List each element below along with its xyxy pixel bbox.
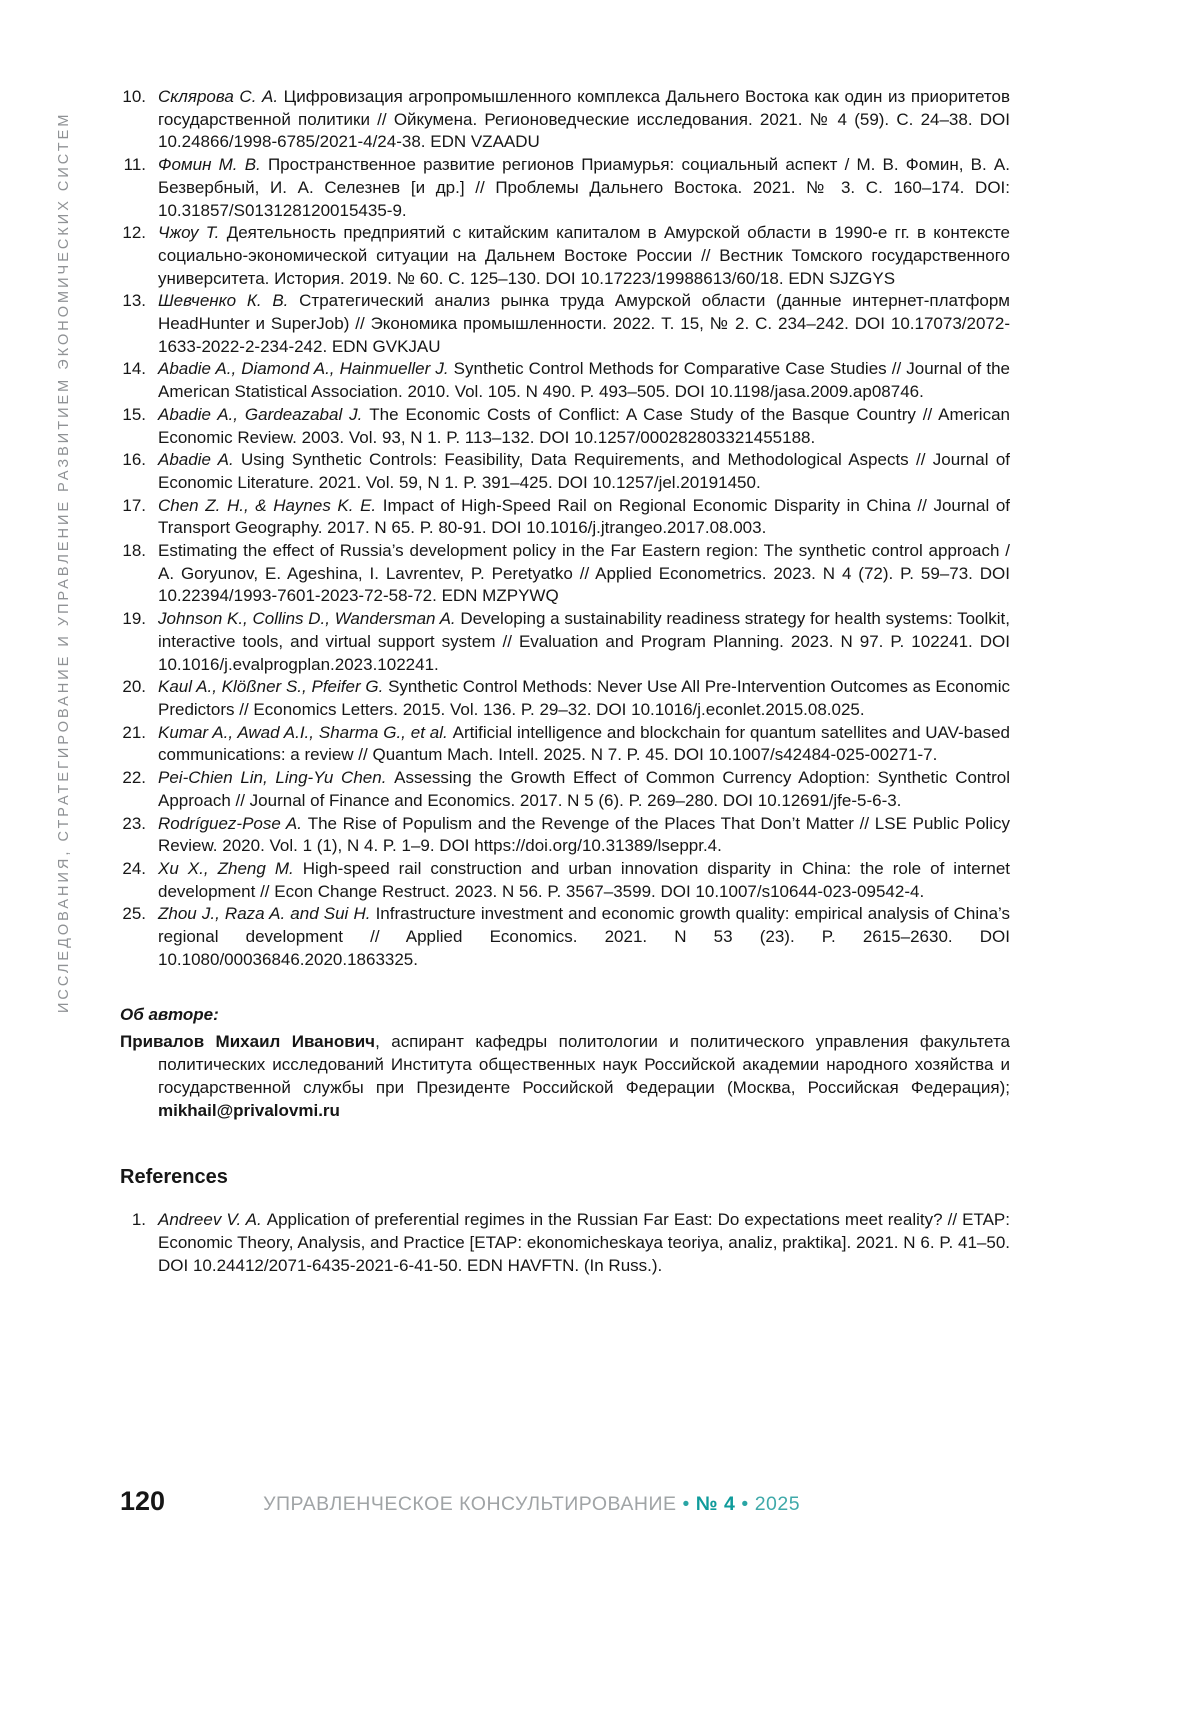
reference-body-text: Using Synthetic Controls: Feasibility, Data Requirements, and Methodological Aspects // Journal of Economic Literature. 2021. Vol. 59, N 1. P. 391–425. DOI 10.1257/jel.20191450. <box>158 450 1011 492</box>
reference-body-text: Цифровизация агропромышленного комплекса Дальнего Востока как один из приоритетов государственной политики // Ойкумена. Регионоведческие исследования. 2021. № 4 (59). С. 24–38. DOI 10.24866/1998-6785/2021-4/24-38. EDN VZAADU <box>158 87 1010 152</box>
reference-text <box>158 290 1010 358</box>
reference-number: 18. <box>122 541 146 561</box>
about-author-section <box>120 1005 1010 1122</box>
references-russian-list <box>120 86 1010 971</box>
reference-body-text: Стратегический анализ рынка труда Амурской области (данные интернет-платформ HeadHunter и SuperJob) // Экономика промышленности. 2022. Т. 15, № 2. С. 234–242. DOI 10.17073/2072-1633-2022-2-234-242. EDN GVKJAU <box>158 291 1010 356</box>
reference-item <box>120 722 1010 767</box>
page-footer <box>120 1486 1010 1517</box>
reference-text <box>158 858 1010 903</box>
reference-number: 14. <box>122 359 146 379</box>
reference-number: 13. <box>122 291 146 311</box>
reference-authors: Kaul A., Klößner S., Pfeifer G. <box>158 677 389 697</box>
reference-item <box>120 608 1010 676</box>
reference-item <box>120 767 1010 812</box>
reference-body-text: Synthetic Control Methods: Never Use All Pre-Intervention Outcomes as Economic Predictors // Economics Letters. 2015. Vol. 136. P. 29–32. DOI 10.1016/j.econlet.2015.08.025. <box>158 677 1010 719</box>
references-heading: References <box>120 1166 228 1189</box>
reference-body-text: High-speed rail construction and urban innovation disparity in China: the role of internet development // Econ Change Restruct. 2023. N 56. P. 3567–3599. DOI 10.1007/s10644-023-09542-4. <box>158 858 1011 901</box>
reference-item <box>120 222 1010 290</box>
reference-text <box>158 608 1010 676</box>
reference-item <box>120 1209 1010 1277</box>
reference-text <box>158 540 1010 608</box>
reference-authors: Pei-Chien Lin, Ling-Yu Chen. <box>158 768 395 788</box>
reference-item <box>120 449 1010 494</box>
reference-number: 1. <box>131 1210 146 1230</box>
reference-body-text: Impact of High-Speed Rail on Regional Economic Disparity in China // Journal of Transport Geography. 2017. N 65. P. 80-91. DOI 10.1016/j.jtrangeo.2017.08.003. <box>158 495 1011 538</box>
reference-authors: Abadie A., Diamond A., Hainmueller J. <box>158 359 454 379</box>
about-author-description: , аспирант кафедры политологии и политического управления факультета политических исследований Института общественных наук Российской академии народного хозяйства и государственной службы при Президенте Российской Федерации (Москва, Российская Федерация); <box>158 1032 1010 1098</box>
reference-item <box>120 154 1010 222</box>
reference-item <box>120 903 1010 971</box>
reference-item <box>120 540 1010 608</box>
reference-text <box>158 404 1010 449</box>
reference-authors: Rodríguez-Pose A. <box>158 813 308 833</box>
reference-body-text: Деятельность предприятий с китайским капиталом в Амурской области в 1990-е гг. в контексте социально-экономической ситуации на Дальнем Востоке России // Вестник Томского государственного университета. История. 2019. № 60. С. 125–130. DOI 10.17223/19988613/60/18. EDN SJZGYS <box>158 223 1010 288</box>
footer-separator-dot: • <box>741 1493 749 1515</box>
reference-text <box>158 767 1010 812</box>
reference-number: 10. <box>122 87 146 106</box>
reference-authors: Xu X., Zheng M. <box>158 858 303 878</box>
reference-text <box>158 903 1010 971</box>
reference-number: 19. <box>122 609 146 629</box>
reference-body-text: The Rise of Populism and the Revenge of the Places That Don’t Matter // LSE Public Policy Review. 2020. Vol. 1 (1), N 4. P. 1–9. DOI https://doi.org/10.31389/lseppr.4. <box>158 813 1010 856</box>
about-author-heading: Об авторе: <box>120 1005 219 1025</box>
reference-number: 16. <box>122 450 146 470</box>
about-author-name: Привалов Михаил Иванович <box>120 1032 376 1052</box>
reference-number: 15. <box>122 404 146 424</box>
reference-text <box>158 358 1010 403</box>
reference-number: 25. <box>122 904 146 924</box>
reference-text <box>158 86 1010 154</box>
reference-item <box>120 495 1010 540</box>
reference-authors: Чжоу Т. <box>158 223 227 243</box>
section-vertical-label: ИССЛЕДОВАНИЯ, СТРАТЕГИРОВАНИЕ И УПРАВЛЕНИЕ РАЗВИТИЕМ ЭКОНОМИЧЕСКИХ СИСТЕМ <box>56 111 72 1013</box>
reference-text <box>158 676 1010 721</box>
reference-authors: Склярова С. А. <box>158 87 284 106</box>
reference-body-text: Estimating the effect of Russia’s development policy in the Far Eastern region: The synthetic control approach / A. Goryunov, E. Ageshina, I. Lavrentev, P. Peretyatko // Applied Econometrics. 2023. N 4 (72). P. 59–73. DOI 10.22394/1993-7601-2023-72-58-72. EDN MZPYWQ <box>158 541 1010 606</box>
page-content <box>120 86 1010 1278</box>
reference-text <box>158 449 1010 494</box>
journal-year: 2025 <box>754 1493 801 1515</box>
about-author-text <box>120 1030 1010 1122</box>
reference-authors: Kumar A., Awad A.I., Sharma G., et al. <box>158 722 453 742</box>
reference-number: 23. <box>122 813 146 833</box>
reference-number: 21. <box>122 722 146 742</box>
reference-text <box>158 722 1010 767</box>
reference-number: 24. <box>122 858 146 878</box>
reference-authors: Abadie A. <box>158 450 241 470</box>
reference-authors: Abadie A., Gardeazabal J. <box>158 404 370 424</box>
reference-item <box>120 404 1010 449</box>
reference-authors: Шевченко К. В. <box>158 291 300 311</box>
reference-number: 12. <box>122 223 146 243</box>
reference-text <box>158 222 1010 290</box>
author-email: mikhail@privalovmi.ru <box>158 1101 340 1121</box>
page-number: 120 <box>120 1486 166 1516</box>
reference-body-text: Developing a sustainability readiness strategy for health systems: Toolkit, interactive tools, and virtual support system // Evaluation and Program Planning. 2023. N 97. P. 102241. DOI 10.1016/j.evalprogplan.2023.102241. <box>158 609 1010 674</box>
reference-text <box>158 813 1010 858</box>
reference-body-text: Пространственное развитие регионов Приамурья: социальный аспект / М. В. Фомин, В. А. Безвербный, И. А. Селезнев [и др.] // Проблемы Дальнего Востока. 2021. № 3. С. 160–174. DOI: 10.31857/S013128120015435-9. <box>158 155 1010 220</box>
reference-body-text: Synthetic Control Methods for Comparative Case Studies // Journal of the American Statistical Association. 2010. Vol. 105. N 490. P. 493–505. DOI 10.1198/jasa.2009.ap08746. <box>158 359 1010 402</box>
reference-item <box>120 86 1010 154</box>
reference-authors: Zhou J., Raza A. and Sui H. <box>158 904 376 924</box>
reference-item <box>120 858 1010 903</box>
reference-authors: Фомин М. В. <box>158 155 268 175</box>
references-english-list <box>120 1209 1010 1277</box>
reference-authors: Johnson K., Collins D., Wandersman A. <box>158 609 461 629</box>
journal-footer-line <box>263 1493 800 1516</box>
reference-number: 11. <box>123 155 146 175</box>
reference-text <box>158 154 1010 222</box>
journal-title: УПРАВЛЕНЧЕСКОЕ КОНСУЛЬТИРОВАНИЕ <box>263 1493 677 1515</box>
reference-item <box>120 358 1010 403</box>
reference-body-text: Artificial intelligence and blockchain for quantum satellites and UAV-based communications: a review // Quantum Mach. Intell. 2025. N 7. P. 45. DOI 10.1007/s42484-025-00271-7. <box>158 722 1010 765</box>
reference-number: 20. <box>122 677 146 697</box>
reference-authors: Andreev V. A. <box>158 1210 267 1230</box>
issue-number: № 4 <box>695 1493 736 1515</box>
reference-item <box>120 290 1010 358</box>
footer-separator-dot: • <box>682 1493 690 1515</box>
reference-number: 22. <box>122 768 146 788</box>
reference-body-text: The Economic Costs of Conflict: A Case Study of the Basque Country // American Economic Review. 2003. Vol. 93, N 1. P. 113–132. DOI 10.1257/000282803321455188. <box>158 404 1010 447</box>
reference-body-text: Assessing the Growth Effect of Common Currency Adoption: Synthetic Control Approach // Journal of Finance and Economics. 2017. N 5 (6). P. 269–280. DOI 10.12691/jfe-5-6-3. <box>158 768 1010 810</box>
reference-text <box>158 1209 1010 1277</box>
reference-body-text: Application of preferential regimes in the Russian Far East: Do expectations meet reality? // ETAP: Economic Theory, Analysis, and Practice [ETAP: ekonomicheskaya teoriya, analiz, praktika]. 2021. N 6. P. 41–50. DOI 10.24412/2071-6435-2021-6-41-50. EDN HAVFTN. (In Russ.). <box>158 1210 1010 1275</box>
reference-item <box>120 813 1010 858</box>
reference-body-text: Infrastructure investment and economic growth quality: empirical analysis of China’s regional development // Applied Economics. 2021. N 53 (23). P. 2615–2630. DOI 10.1080/00036846.2020.1863325. <box>158 904 1010 969</box>
reference-text <box>158 495 1010 540</box>
reference-number: 17. <box>122 495 146 515</box>
reference-authors: Chen Z. H., & Haynes K. E. <box>158 495 383 515</box>
reference-item <box>120 676 1010 721</box>
